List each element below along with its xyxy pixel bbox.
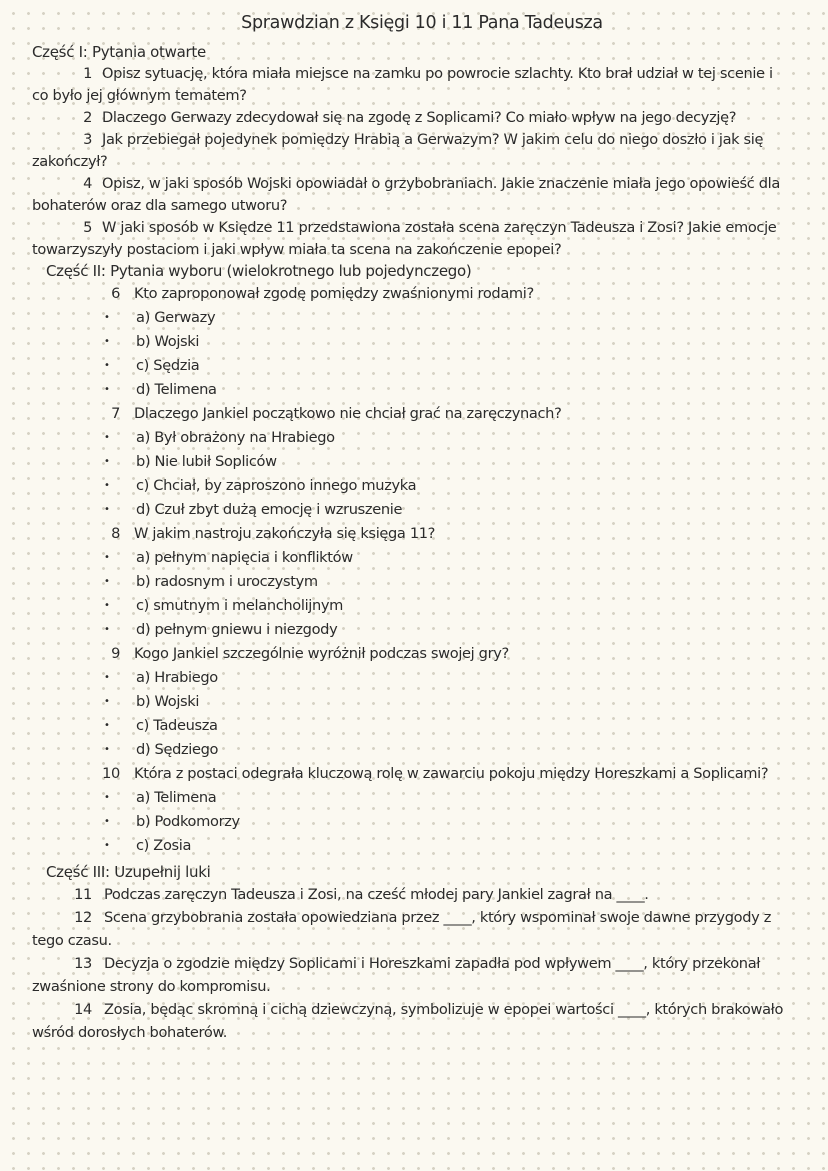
- bullet-icon: •: [104, 552, 110, 563]
- question-10: [46, 762, 792, 786]
- bullet-icon: •: [104, 456, 110, 467]
- option-text: b) Wojski: [136, 693, 200, 710]
- question-8: [46, 522, 792, 546]
- question-text: Która z postaci odegrała kluczową rolę w zawarciu pokoju między Horeszkami a Soplicami?: [134, 765, 769, 782]
- question-3: [32, 129, 792, 173]
- question-number: 7: [111, 405, 120, 422]
- bullet-icon: •: [104, 744, 110, 755]
- bullet-icon: •: [104, 672, 110, 683]
- question-text: Podczas zaręczyn Tadeusza i Zosi, na cześć młodej pary Jankiel zagrał na ____.: [104, 886, 649, 903]
- question-number: 3: [83, 131, 92, 148]
- question-11: [32, 883, 792, 906]
- bullet-icon: •: [104, 696, 110, 707]
- question-7: [46, 402, 792, 426]
- bullet-icon: •: [104, 312, 110, 323]
- question-14: [32, 998, 792, 1044]
- answer-option[interactable]: [46, 378, 792, 402]
- answer-options: [46, 786, 792, 858]
- option-text: a) pełnym napięcia i konfliktów: [136, 549, 353, 566]
- option-text: c) Sędzia: [136, 357, 200, 374]
- answer-options: [46, 666, 792, 762]
- question-number: 2: [83, 109, 92, 126]
- bullet-icon: •: [104, 336, 110, 347]
- question-4: [32, 173, 792, 217]
- option-text: a) Hrabiego: [136, 669, 218, 686]
- answer-options: [46, 546, 792, 642]
- option-text: a) Był obrażony na Hrabiego: [136, 429, 335, 446]
- option-text: d) pełnym gniewu i niezgody: [136, 621, 338, 638]
- question-text: Jak przebiegał pojedynek pomiędzy Hrabią a Gerwazym? W jakim celu do niego doszło i jak się zakończył?: [32, 131, 764, 170]
- question-text: W jaki sposób w Księdze 11 przedstawiona została scena zaręczyn Tadeusza i Zosi? Jakie emocje towarzyszyły postaciom i jaki wpływ miała ta scena na zakończenie epopei?: [32, 219, 777, 258]
- bullet-icon: •: [104, 720, 110, 731]
- part-3: [46, 862, 792, 883]
- part-3-heading: Część III: Uzupełnij luki: [46, 863, 211, 881]
- bullet-icon: •: [104, 432, 110, 443]
- question-number: 13: [74, 955, 92, 972]
- answer-option[interactable]: [46, 738, 792, 762]
- bullet-icon: •: [104, 360, 110, 371]
- option-text: d) Telimena: [136, 381, 217, 398]
- answer-option[interactable]: [46, 666, 792, 690]
- question-number: 11: [74, 886, 92, 903]
- option-text: c) smutnym i melancholijnym: [136, 597, 344, 614]
- question-13: [32, 952, 792, 998]
- answer-option[interactable]: [46, 786, 792, 810]
- option-text: c) Chciał, by zaproszono innego muzyka: [136, 477, 417, 494]
- part-2: [46, 261, 792, 858]
- answer-options: [46, 306, 792, 402]
- answer-option[interactable]: [46, 834, 792, 858]
- bullet-icon: •: [104, 576, 110, 587]
- question-number: 5: [83, 219, 92, 236]
- bullet-icon: •: [104, 840, 110, 851]
- bullet-icon: •: [104, 504, 110, 515]
- question-12: [32, 906, 792, 952]
- question-text: Scena grzybobrania została opowiedziana przez ____, który wspominał swoje dawne przygody z tego czasu.: [32, 909, 771, 949]
- option-text: d) Czuł zbyt dużą emocję i wzruszenie: [136, 501, 403, 518]
- answer-option[interactable]: [46, 354, 792, 378]
- option-text: a) Gerwazy: [136, 309, 216, 326]
- bullet-icon: •: [104, 384, 110, 395]
- question-number: 8: [111, 525, 120, 542]
- question-6: [46, 282, 792, 306]
- answer-option[interactable]: [46, 426, 792, 450]
- answer-option[interactable]: [46, 474, 792, 498]
- question-text: Decyzja o zgodzie między Soplicami i Horeszkami zapadła pod wpływem ____, który przekonał zwaśnione strony do kompromisu.: [32, 955, 761, 995]
- option-text: b) radosnym i uroczystym: [136, 573, 318, 590]
- option-text: a) Telimena: [136, 789, 217, 806]
- part-2-heading: Część II: Pytania wyboru (wielokrotnego lub pojedynczego): [46, 262, 472, 280]
- bullet-icon: •: [104, 624, 110, 635]
- answer-option[interactable]: [46, 690, 792, 714]
- option-text: c) Zosia: [136, 837, 192, 854]
- question-9: [46, 642, 792, 666]
- question-number: 1: [83, 65, 92, 82]
- question-1: [32, 63, 792, 107]
- part-1-heading: Część I: Pytania otwarte: [32, 43, 206, 61]
- option-text: c) Tadeusza: [136, 717, 218, 734]
- answer-option[interactable]: [46, 546, 792, 570]
- question-text: Opisz sytuację, która miała miejsce na zamku po powrocie szlachty. Kto brał udział w tej scenie i co było jej głównym tematem?: [32, 65, 773, 104]
- part-1: [32, 42, 792, 261]
- answer-option[interactable]: [46, 714, 792, 738]
- question-text: Dlaczego Jankiel początkowo nie chciał grać na zaręczynach?: [134, 405, 562, 422]
- question-text: Kogo Jankiel szczególnie wyróżnił podczas swojej gry?: [134, 645, 509, 662]
- question-number: 4: [83, 175, 92, 192]
- option-text: b) Nie lubił Sopliców: [136, 453, 277, 470]
- answer-option[interactable]: [46, 306, 792, 330]
- question-5: [32, 217, 792, 261]
- bullet-icon: •: [104, 480, 110, 491]
- answer-option[interactable]: [46, 570, 792, 594]
- answer-option[interactable]: [46, 498, 792, 522]
- answer-option[interactable]: [46, 810, 792, 834]
- question-number: 14: [74, 1001, 92, 1018]
- bullet-icon: •: [104, 600, 110, 611]
- page-title: Sprawdzian z Księgi 10 i 11 Pana Tadeusza: [241, 13, 603, 33]
- question-text: Zosia, będąc skromną i cichą dziewczyną, symbolizuje w epopei wartości ____, których brakowało wśród dorosłych bohaterów.: [32, 1001, 784, 1041]
- option-text: b) Podkomorzy: [136, 813, 240, 830]
- question-number: 12: [74, 909, 92, 926]
- bullet-icon: •: [104, 792, 110, 803]
- question-2: [32, 107, 792, 129]
- answer-options: [46, 426, 792, 522]
- question-text: Opisz, w jaki sposób Wojski opowiadał o grzybobraniach. Jakie znaczenie miała jego opowieść dla bohaterów oraz dla samego utworu?: [32, 175, 780, 214]
- option-text: d) Sędziego: [136, 741, 219, 758]
- question-number: 6: [111, 285, 120, 302]
- question-text: W jakim nastroju zakończyła się księga 11?: [134, 525, 436, 542]
- answer-option[interactable]: [46, 618, 792, 642]
- bullet-icon: •: [104, 816, 110, 827]
- question-text: Kto zaproponował zgodę pomiędzy zwaśnionymi rodami?: [134, 285, 534, 302]
- answer-option[interactable]: [46, 330, 792, 354]
- option-text: b) Wojski: [136, 333, 200, 350]
- question-number: 10: [102, 765, 120, 782]
- question-text: Dlaczego Gerwazy zdecydował się na zgodę z Soplicami? Co miało wpływ na jego decyzję?: [102, 109, 737, 126]
- question-number: 9: [111, 645, 120, 662]
- answer-option[interactable]: [46, 594, 792, 618]
- answer-option[interactable]: [46, 450, 792, 474]
